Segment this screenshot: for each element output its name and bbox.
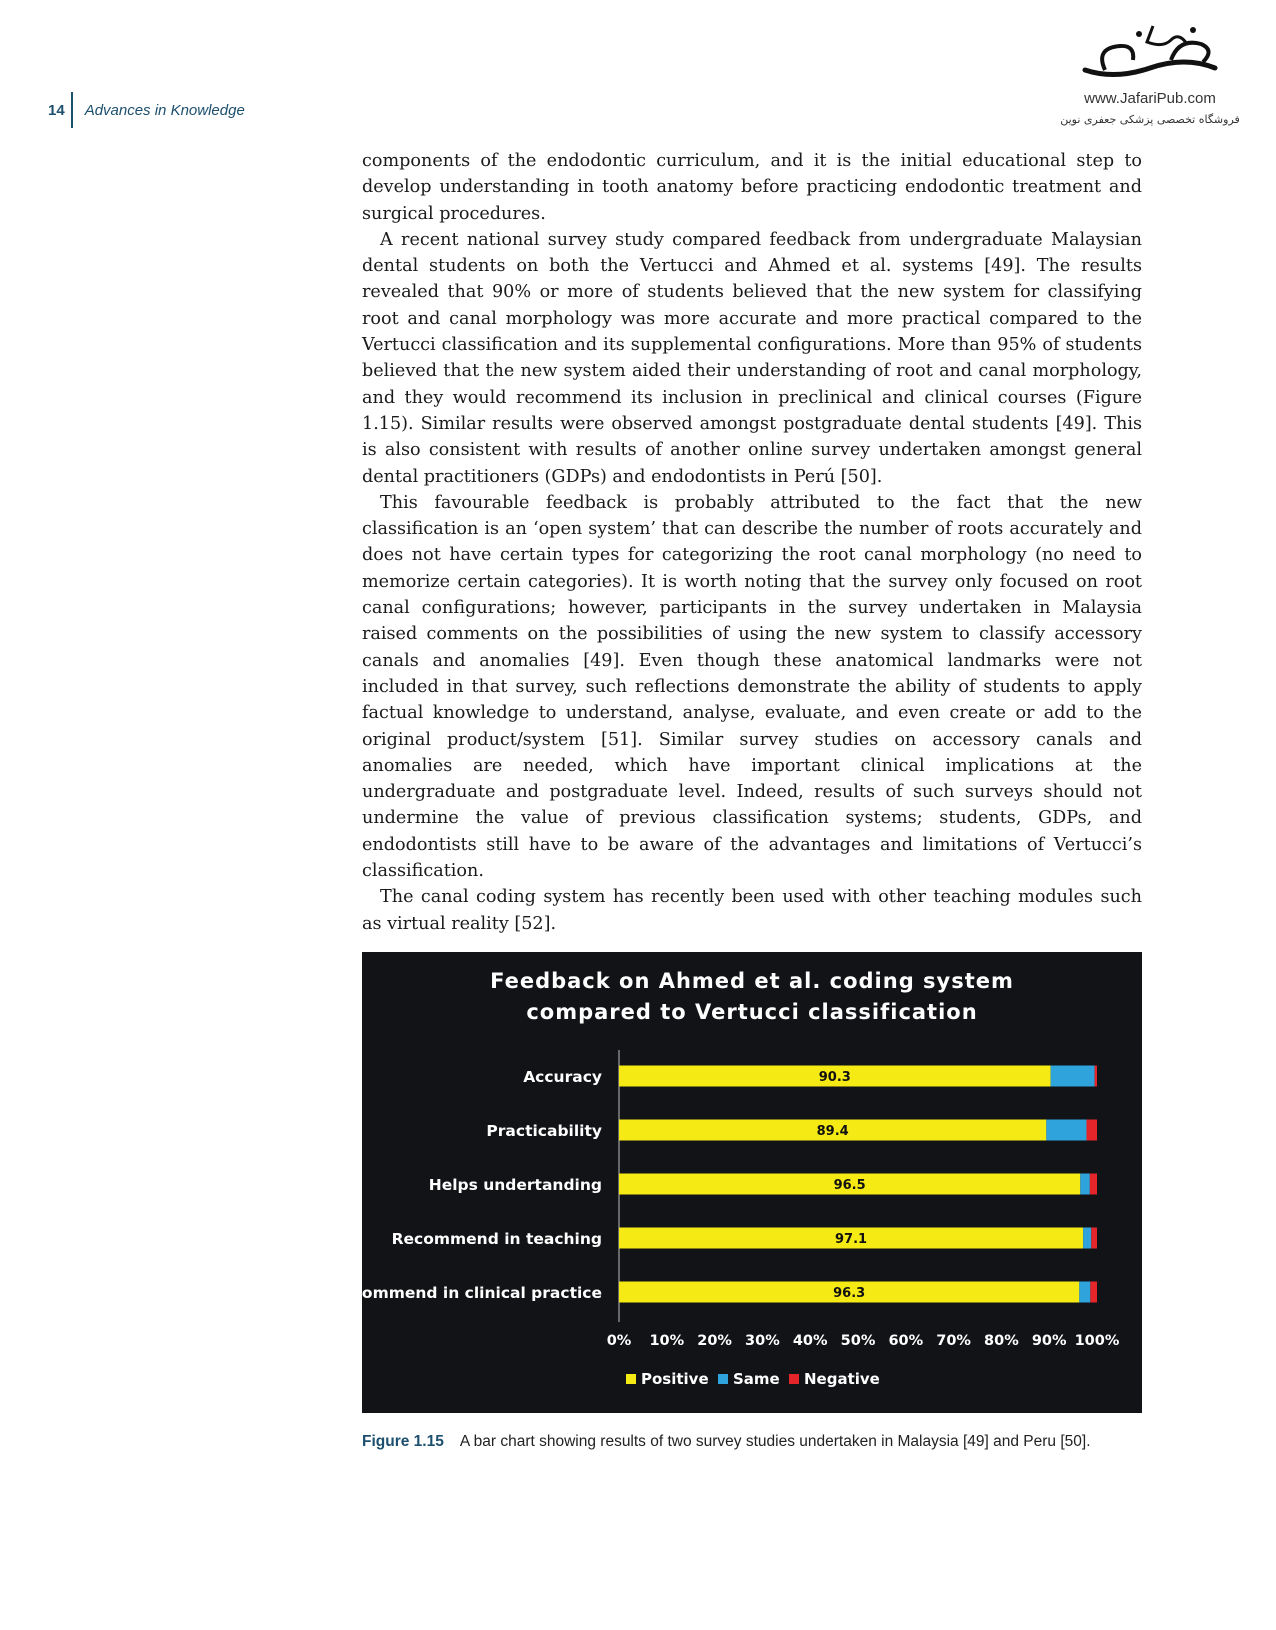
paragraph: components of the endodontic curriculum, and it is the initial educational step to develop understanding in tooth anatomy before practicing endodontic treatment and surgical procedures. (362, 151, 1142, 224)
legend-label: Negative (804, 1370, 880, 1388)
data-label: 90.3 (818, 1070, 851, 1085)
bar-negative (1095, 1066, 1097, 1087)
logo-subtitle: فروشگاه تخصصی پزشکی جعفری نوین (1060, 113, 1240, 126)
caption-text: A bar chart showing results of two survey studies undertaken in Malaysia [49] and Peru [50]. (459, 1433, 1091, 1450)
bar-negative (1086, 1120, 1097, 1141)
bar-same (1083, 1228, 1091, 1249)
page-header (48, 92, 245, 128)
legend-label: Same (733, 1370, 780, 1388)
calligraphy-logo-icon (1075, 18, 1225, 88)
bar-negative (1090, 1174, 1097, 1195)
x-tick-label: 30% (745, 1333, 780, 1349)
page-number: 14 (48, 101, 65, 119)
data-label: 96.5 (833, 1178, 866, 1193)
bar-same (1080, 1174, 1090, 1195)
category-label: Practicability (486, 1122, 602, 1140)
bar-same (1051, 1066, 1095, 1087)
figure-1-15 (330, 952, 1142, 1413)
x-tick-label: 60% (888, 1333, 924, 1349)
body-text (362, 148, 1142, 937)
running-title: Advances in Knowledge (84, 101, 245, 119)
x-tick-label: 20% (697, 1333, 732, 1349)
stacked-bar-chart (330, 952, 1142, 1413)
bar-negative (1090, 1282, 1097, 1303)
category-label: Recommend in clinical practice (330, 1284, 602, 1302)
figure-label: Figure 1.15 (362, 1433, 444, 1450)
data-label: 96.3 (833, 1286, 866, 1301)
chart-subtitle: compared to Vertucci classification (526, 1000, 978, 1024)
paragraph: This favourable feedback is probably attributed to the fact that the new classification is an ‘open system’ that can describe the number of roots accurately and does not have certain types for categorizing the root canal morphology (no need to memorize certain categories). It is worth noting that the survey only focused on root canal configurations; however, participants in the survey undertaken in Malaysia raised comments on the possibilities of using the new system to classify accessory canals and anomalies [49]. Even though these anatomical landmarks were not included in that survey, such reflections demonstrate the ability of students to apply factual knowledge to understand, analyse, evaluate, and even create or add to the original product/system [51]. Similar survey studies on accessory canals and anomalies are needed, which have important clinical implications at the undergraduate and postgraduate level. Indeed, results of such surveys should not undermine the value of previous classification systems; students, GDPs, and endodontists still have to be aware of the advantages and limitations of Vertucci’s classification. (362, 492, 1142, 882)
x-tick-label: 50% (840, 1333, 876, 1349)
x-tick-label: 0% (606, 1333, 632, 1349)
paragraph: A recent national survey study compared feedback from undergraduate Malaysian dental students on both the Vertucci and Ahmed et al. systems [49]. The results revealed that 90% or more of students believed that the new system for classifying root and canal morphology was more accurate and more practical compared to the Vertucci classification and its supplemental configurations. More than 95% of students believed that the new system aided their understanding of root and canal morphology, and they would recommend its inclusion in preclinical and clinical courses (Figure 1.15). Similar results were observed amongst postgraduate dental students [49]. This is also consistent with results of another online survey undertaken amongst general dental practitioners (GDPs) and endodontists in Perú [50]. (362, 229, 1142, 487)
bar-same (1079, 1282, 1090, 1303)
x-tick-label: 10% (649, 1333, 685, 1349)
category-label: Recommend in teaching (391, 1230, 602, 1248)
bar-negative (1091, 1228, 1097, 1249)
x-tick-label: 80% (984, 1333, 1019, 1349)
x-tick-label: 90% (1031, 1333, 1067, 1349)
figure-caption (362, 1433, 1162, 1451)
header-divider (71, 92, 73, 128)
x-tick-label: 70% (936, 1333, 971, 1349)
bar-same (1046, 1120, 1086, 1141)
x-tick-label: 40% (792, 1333, 828, 1349)
legend-swatch-same (718, 1374, 728, 1384)
category-label: Accuracy (523, 1068, 602, 1086)
chart-title: Feedback on Ahmed et al. coding system (490, 969, 1014, 993)
legend-swatch-positive (626, 1374, 636, 1384)
data-label: 97.1 (835, 1232, 868, 1247)
category-label: Helps undertanding (428, 1176, 602, 1194)
data-label: 89.4 (816, 1124, 849, 1139)
logo-url: www.JafariPub.com (1084, 90, 1216, 107)
paragraph: The canal coding system has recently been used with other teaching modules such as virtual reality [52]. (362, 887, 1142, 934)
legend-label: Positive (641, 1370, 709, 1388)
x-tick-label: 100% (1074, 1333, 1120, 1349)
legend-swatch-negative (789, 1374, 799, 1384)
publisher-logo (1040, 18, 1260, 126)
